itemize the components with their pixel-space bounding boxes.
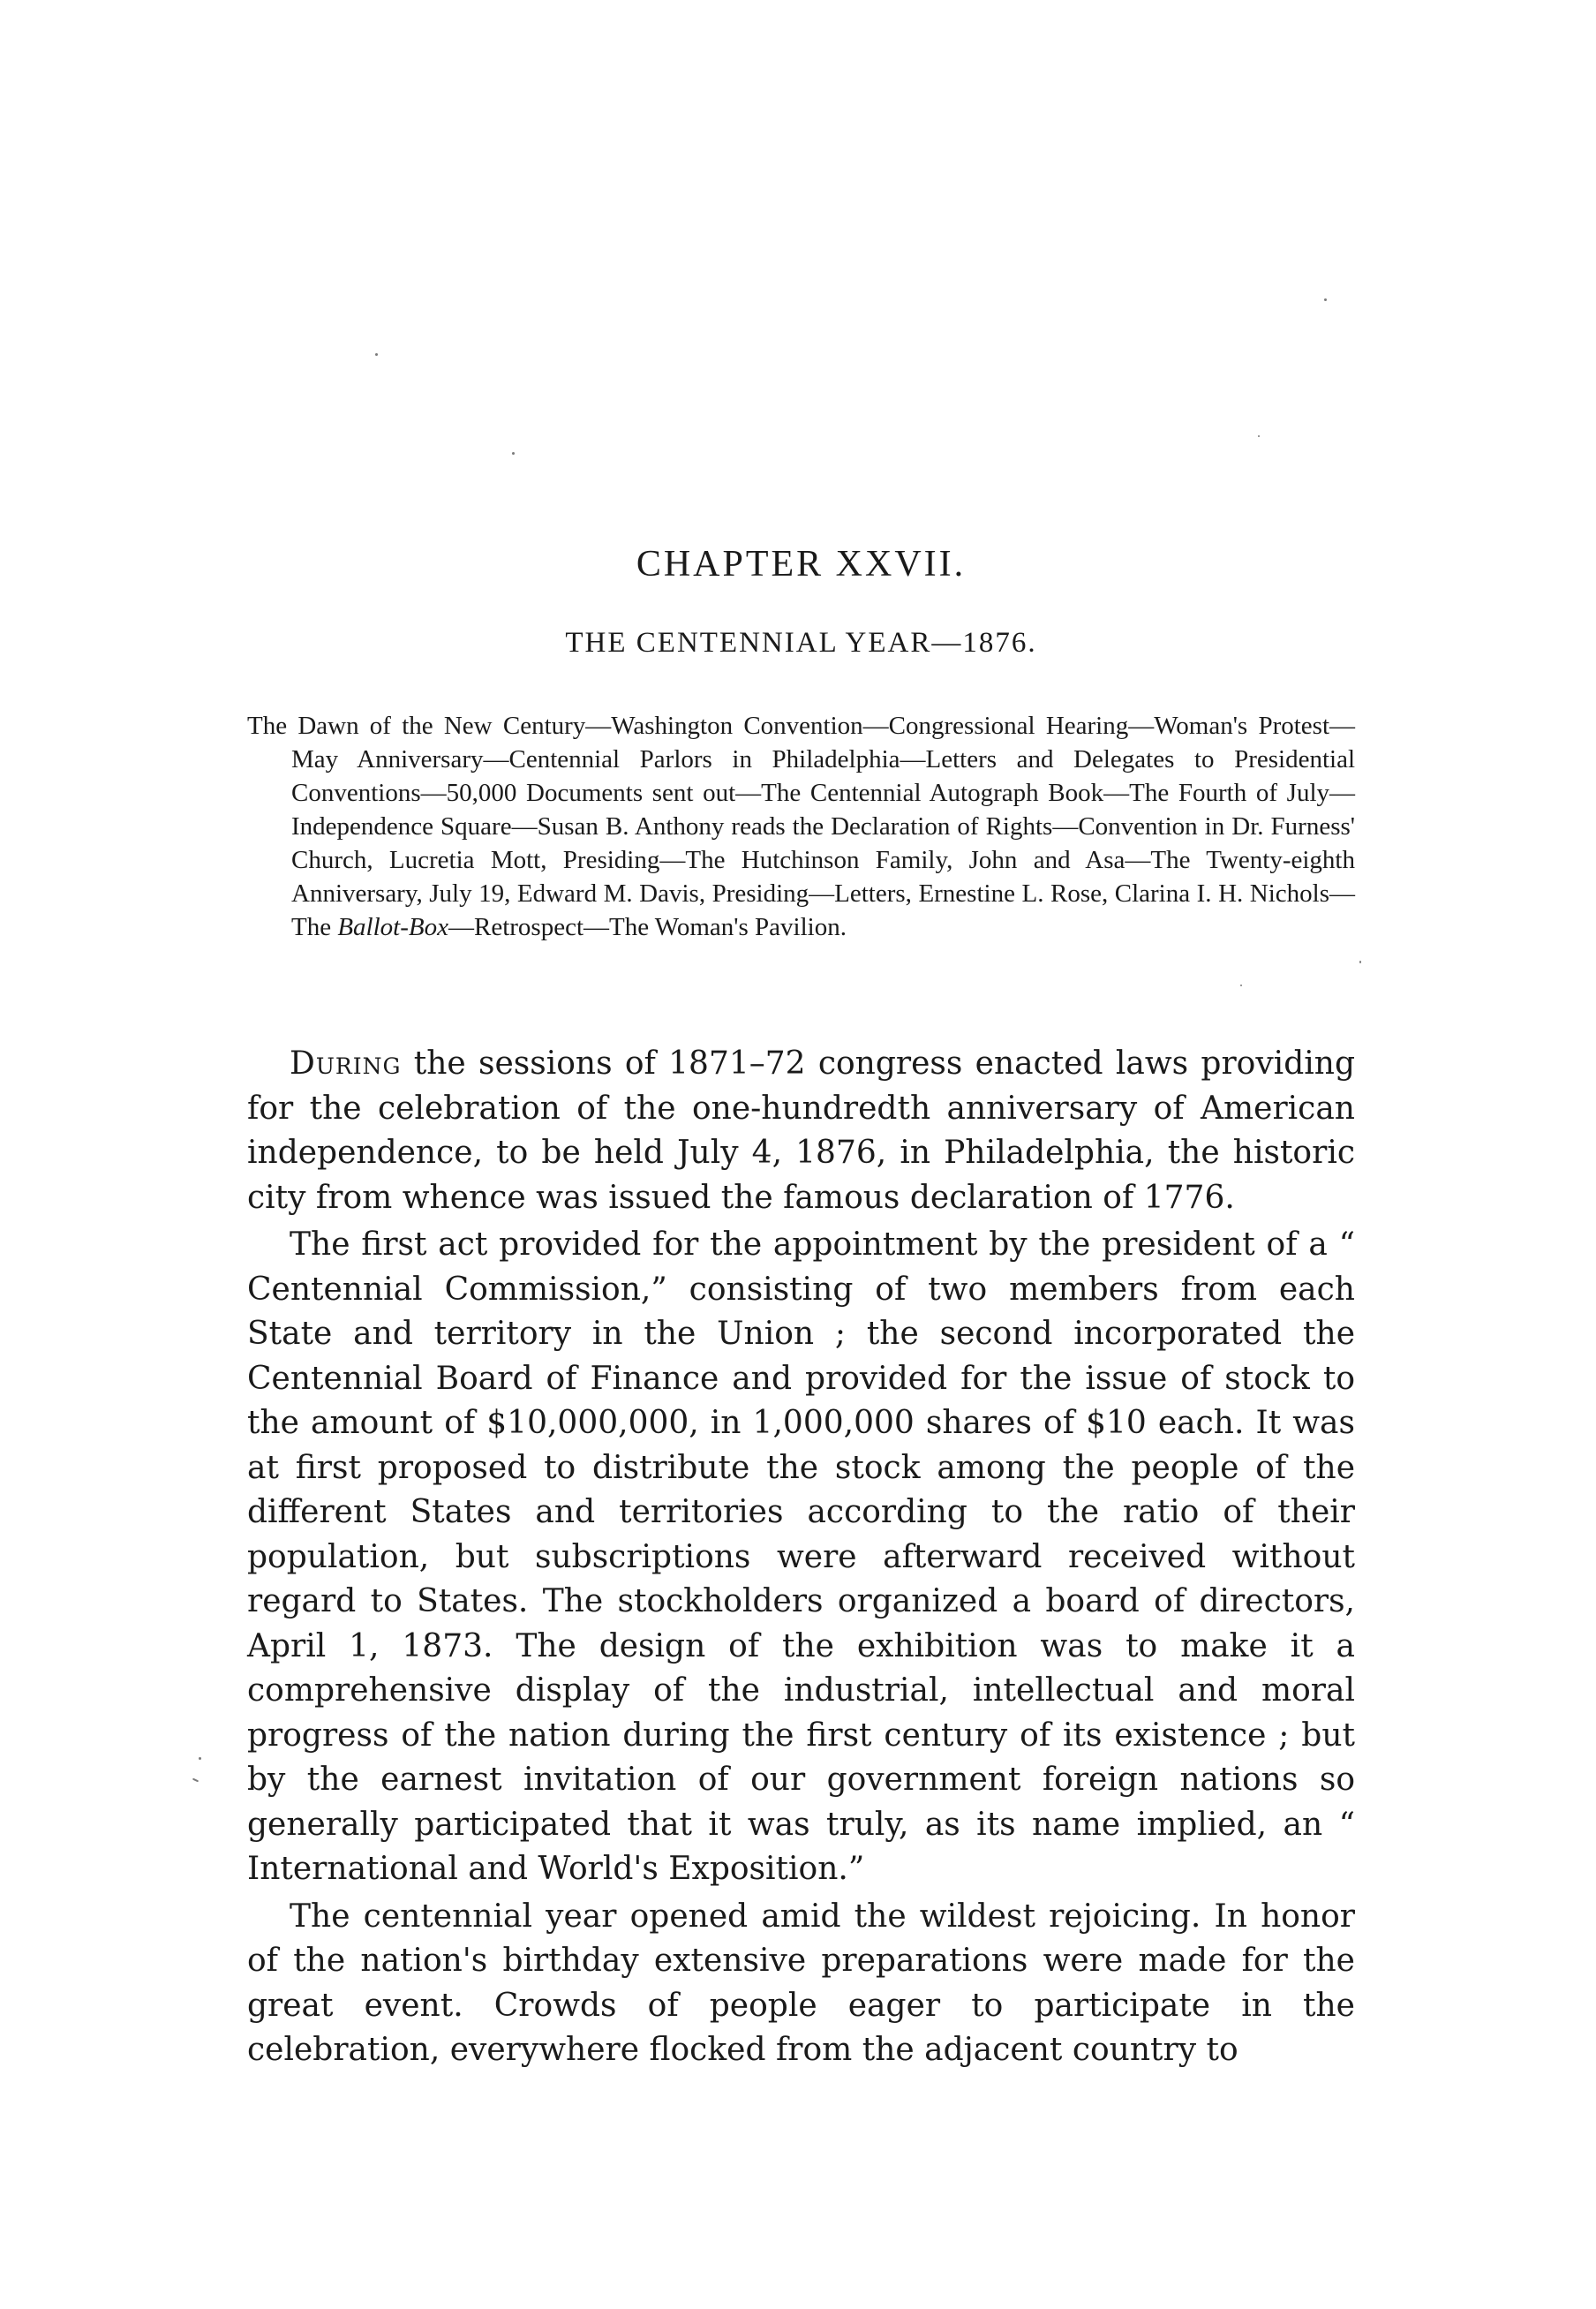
scan-speck — [1240, 985, 1242, 986]
body-text — [247, 1042, 1355, 2076]
paragraph-text: the sessions of 1871–72 congress enacted laws providing for the celebration of the one-hundredth anniversary of American independence, to be held July 4, 1876, in Philadelphia, the historic city from whence was issued the famous declaration of 1776. — [247, 1045, 1355, 1216]
synopsis-italic-title: Ballot-Box — [337, 913, 448, 941]
synopsis-text: The Dawn of the New Century—Washington Convention—Congressional Hearing—Woman's Protest—May Anniversary—Centennial Parlors in Philadelphia—Letters and Delegates to Presidential Conventions—50,000 Documents sent out—The Centennial Autograph Book—The Fourth of July—Independence Square—Susan B. Anthony reads the Declaration of Rights—Convention in Dr. Furness' Church, Lucretia Mott, Presiding—The Hutchinson Family, John and Asa—The Twenty-eighth Anniversary, July 19, Edward M. Davis, Presiding—Letters, Ernestine L. Rose, Clarina I. H. Nichols—The — [247, 712, 1355, 941]
synopsis-text-end: —Retrospect—The Woman's Pavilion. — [448, 913, 847, 941]
scan-speck — [1324, 298, 1327, 301]
scan-speck — [192, 1778, 199, 1783]
scan-speck — [1258, 435, 1260, 437]
scan-speck — [512, 452, 515, 455]
chapter-title: THE CENTENNIAL YEAR—1876. — [565, 627, 1037, 659]
paragraph: The first act provided for the appointment by the president of a “ Centennial Commission,” consisting of two members from each State and territory in the Union ; the second incorporated the Centennial Board of Finance and provided for the issue of stock to the amount of $10,000,000, in 1,000,000 shares of $10 each. It was at first proposed to distribute the stock among the people of the different States and territories according to the ratio of their population, but subscriptions were afterward received without regard to States. The stockholders organized a board of directors, April 1, 1873. The design of the exhibition was to make it a comprehensive display of the industrial, intellectual and moral progress of the nation during the first century of its existence ; but by the earnest invitation of our government foreign nations so generally participated that it was truly, as its name implied, an “ International and World's Exposition.” — [247, 1226, 1355, 1887]
scan-speck — [1359, 961, 1361, 963]
scan-speck — [199, 1757, 201, 1760]
chapter-synopsis — [247, 709, 1355, 944]
paragraph — [247, 1042, 1355, 1220]
drop-lead-word: During — [290, 1045, 402, 1082]
chapter-number: CHAPTER XXVII. — [636, 544, 967, 585]
paragraph: The centennial year opened amid the wildest rejoicing. In honor of the nation's birthday extensive preparations were made for the great event. Crowds of people eager to participate in the celebration, everywhere flocked from the adjacent country to — [247, 1898, 1355, 2068]
scan-speck — [375, 353, 378, 356]
